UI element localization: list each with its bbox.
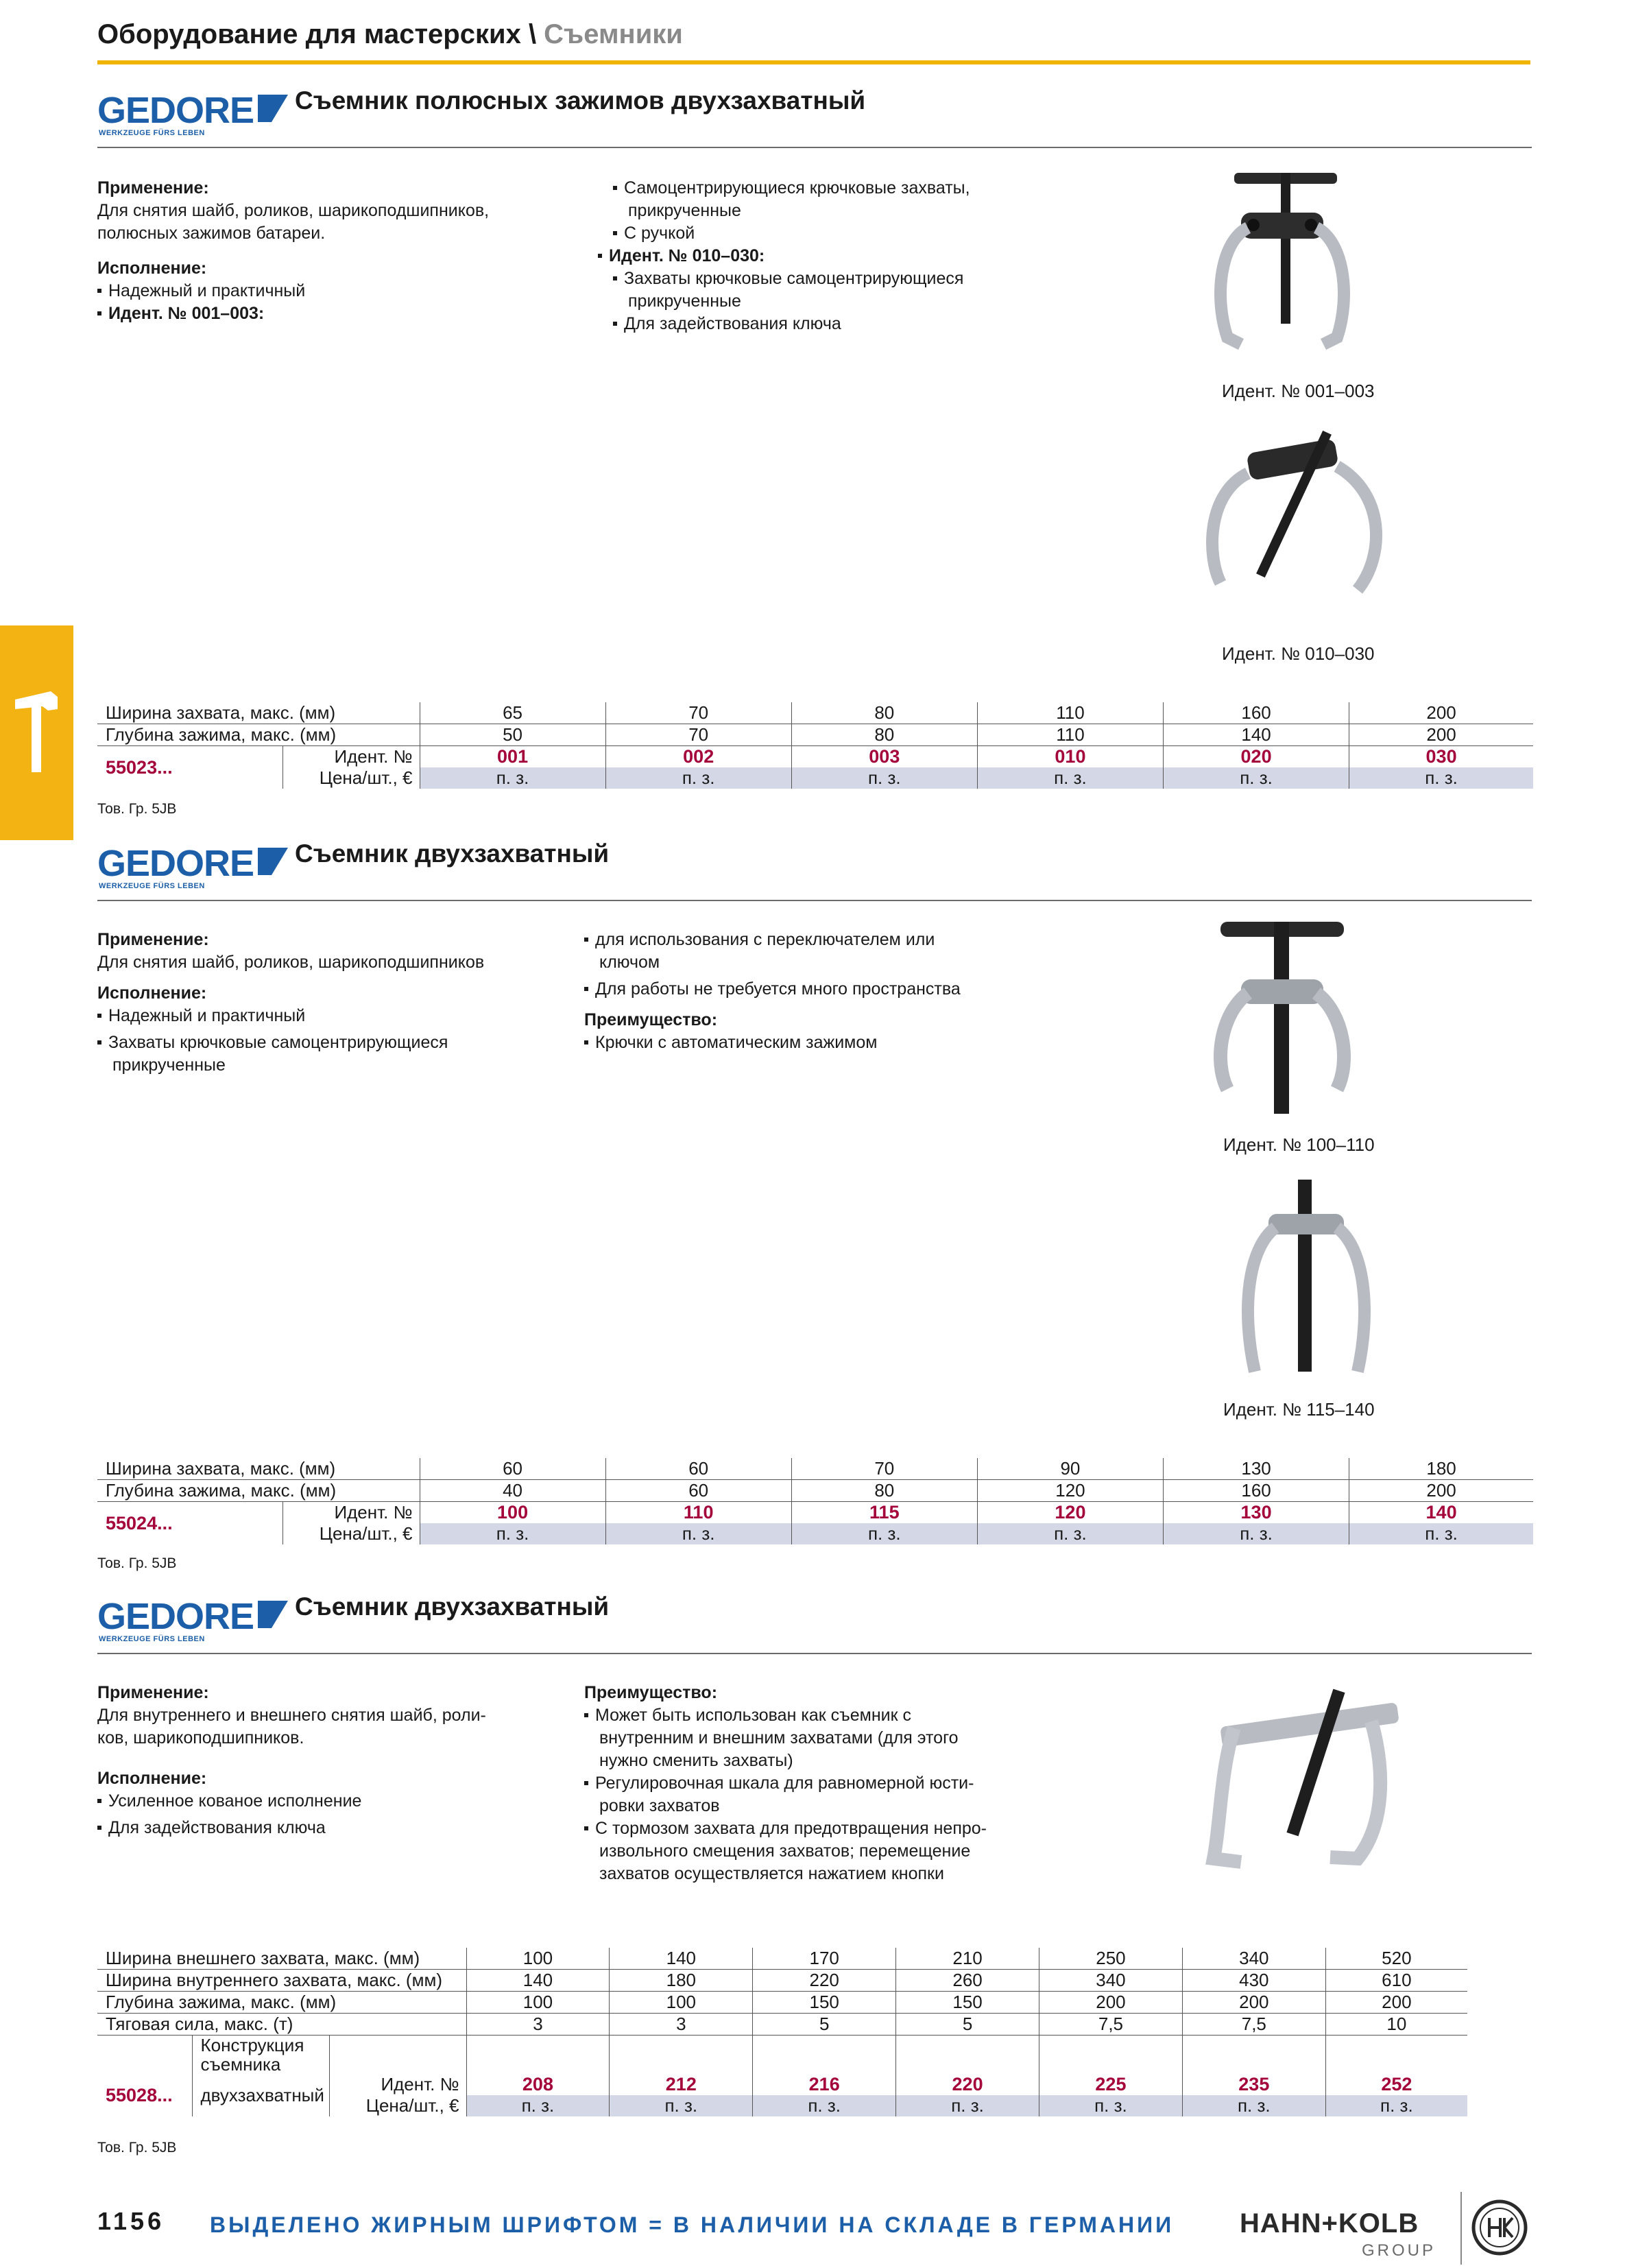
- table-cell: 65: [420, 702, 605, 724]
- stock-note: ВЫДЕЛЕНО ЖИРНЫМ ШРИФТОМ = В НАЛИЧИИ НА СКЛАДЕ В ГЕРМАНИИ: [210, 2212, 1175, 2237]
- table-cell: 3: [466, 2014, 610, 2036]
- product-group: Тов. Гр. 5JB: [97, 2140, 177, 2156]
- table-cell: 160: [1164, 1480, 1349, 1502]
- construction-type: двухзахватный: [192, 2074, 329, 2116]
- hahn-kolb-emblem-icon: [1470, 2195, 1529, 2260]
- table-cell: 140: [466, 1970, 610, 1992]
- table-cell: 40: [420, 1480, 605, 1502]
- table-cell: 70: [605, 724, 791, 746]
- bullet-item: Надежный и практичный: [97, 1005, 484, 1027]
- table-cell: 610: [1325, 1970, 1467, 1992]
- bullet-item: Для задействования ключа: [598, 313, 970, 335]
- table-cell: 70: [605, 702, 791, 724]
- brand-tagline: WERKZEUGE FÜRS LEBEN: [99, 129, 205, 137]
- heading: Исполнение:: [97, 983, 207, 1003]
- price-cell: п. з.: [1325, 2095, 1467, 2116]
- row-label: Ширина захвата, макс. (мм): [97, 702, 420, 724]
- table-cell: 520: [1325, 1948, 1467, 1970]
- table-cell: 260: [896, 1970, 1039, 1992]
- table-cell: 340: [1039, 1970, 1183, 1992]
- bullet-item: Захваты крючковые самоцентрирующиеся: [598, 267, 970, 290]
- ident-number[interactable]: 020: [1164, 746, 1349, 768]
- table-cell: 200: [1349, 724, 1533, 746]
- ident-number[interactable]: 208: [522, 2074, 553, 2094]
- section-rule: [97, 147, 1532, 148]
- table-row: [97, 1458, 1533, 1480]
- page-number: 1156: [97, 2207, 165, 2235]
- row-label: Цена/шт., €: [282, 1523, 420, 1544]
- header-rule: [97, 60, 1530, 64]
- table-cell: 200: [1349, 1480, 1533, 1502]
- table-cell: 3: [610, 2014, 753, 2036]
- product-group: Тов. Гр. 5JB: [97, 1555, 177, 1571]
- puller-image: [1193, 1673, 1419, 1879]
- brand-name: GEDORE: [97, 90, 254, 131]
- article-code[interactable]: 55023...: [97, 746, 282, 789]
- text-line: Для снятия шайб, роликов, шарикоподшипников: [97, 953, 485, 972]
- product-group: Тов. Гр. 5JB: [97, 801, 177, 817]
- ident-number[interactable]: 001: [497, 746, 529, 767]
- row-label: Идент. №: [282, 1502, 420, 1524]
- table-cell: 120: [977, 1480, 1163, 1502]
- text-line: внутренним и внешним захватами (для этого: [599, 1728, 959, 1747]
- bullet-item: Крючки с автоматическим зажимом: [584, 1031, 961, 1054]
- ident-number[interactable]: 100: [497, 1502, 529, 1523]
- row-label: Цена/шт., €: [329, 2095, 466, 2116]
- ident-number[interactable]: 030: [1349, 746, 1533, 768]
- table-cell: 200: [1349, 702, 1533, 724]
- text-line: Для внутреннего и внешнего снятия шайб, роли-: [97, 1706, 486, 1725]
- ident-number[interactable]: 003: [791, 746, 977, 768]
- bullet-item: Идент. № 001–003:: [97, 302, 489, 325]
- row-label: Глубина зажима, макс. (мм): [97, 1992, 466, 2014]
- table-cell: 150: [753, 1992, 896, 2014]
- price-cell: п. з.: [605, 1523, 791, 1544]
- table-row: [97, 1480, 1533, 1502]
- description-left: [97, 177, 489, 325]
- price-cell: п. з.: [420, 1523, 605, 1544]
- section-title: Съемник двухзахватный: [295, 839, 610, 868]
- heading: Преимущество:: [584, 1010, 718, 1029]
- description-right: [598, 177, 970, 335]
- ident-number[interactable]: 010: [977, 746, 1163, 768]
- table-cell: 100: [610, 1992, 753, 2014]
- section-title: Съемник двухзахватный: [295, 1592, 610, 1621]
- table-row: [97, 1970, 1467, 1992]
- bullet-item: Захваты крючковые самоцентрирующиеся: [97, 1031, 484, 1054]
- table-cell: 130: [1164, 1458, 1349, 1480]
- description-right: [584, 929, 961, 1054]
- price-cell: п. з.: [791, 767, 977, 789]
- price-cell: п. з.: [896, 2095, 1039, 2116]
- row-label: Цена/шт., €: [282, 767, 420, 789]
- ident-number[interactable]: 002: [605, 746, 791, 768]
- price-cell: п. з.: [1349, 767, 1533, 789]
- table-cell: 200: [1182, 1992, 1325, 2014]
- table-row: [97, 2074, 1467, 2095]
- ident-number[interactable]: 140: [1349, 1502, 1533, 1524]
- description-right: [584, 1682, 987, 1885]
- price-cell: п. з.: [791, 1523, 977, 1544]
- ident-number[interactable]: 212: [610, 2074, 753, 2095]
- bullet-item: Для работы не требуется много пространства: [584, 978, 961, 1001]
- row-label: Ширина захвата, макс. (мм): [97, 1458, 420, 1480]
- table-cell: 110: [977, 724, 1163, 746]
- text-line: полюсных зажимов батареи.: [97, 224, 326, 243]
- puller-image: [1234, 1173, 1378, 1385]
- spec-table: [97, 1948, 1467, 2116]
- price-cell: п. з.: [605, 767, 791, 789]
- hammer-icon: [0, 625, 73, 840]
- row-label: Идент. №: [282, 746, 420, 768]
- text-line: ключом: [599, 953, 660, 972]
- table-cell: 180: [1349, 1458, 1533, 1480]
- price-cell: п. з.: [753, 2095, 896, 2116]
- table-cell: 90: [977, 1458, 1163, 1480]
- table-cell: 60: [420, 1458, 605, 1480]
- table-row: [97, 1523, 1533, 1544]
- heading: Исполнение:: [97, 1769, 207, 1788]
- text-line: ков, шарикоподшипников.: [97, 1728, 304, 1747]
- table-cell: 220: [753, 1970, 896, 1992]
- header-title: Оборудование для мастерских \: [97, 19, 544, 49]
- bullet-item: Может быть использован как съемник с: [584, 1704, 987, 1727]
- table-row: [97, 724, 1533, 746]
- table-row: [97, 746, 1533, 768]
- table-row: [97, 1502, 1533, 1524]
- section-title: Съемник полюсных зажимов двухзахватный: [295, 86, 866, 115]
- table-cell: 160: [1164, 702, 1349, 724]
- heading: Исполнение:: [97, 259, 207, 278]
- puller-image: [1193, 418, 1399, 604]
- table-row: [97, 2014, 1467, 2036]
- article-code[interactable]: 55028...: [97, 2074, 192, 2116]
- heading: Применение:: [97, 178, 209, 198]
- hahn-kolb-logo: HAHN+KOLB: [1240, 2208, 1419, 2239]
- row-label: Глубина зажима, макс. (мм): [97, 1480, 420, 1502]
- table-row: [97, 1948, 1467, 1970]
- text-line: прикрученные: [628, 291, 741, 311]
- bullet-item: Идент. № 010–030:: [598, 245, 970, 267]
- table-cell: 430: [1182, 1970, 1325, 1992]
- price-cell: п. з.: [420, 767, 605, 789]
- table-row: [97, 2036, 1467, 2075]
- bullet-item: Усиленное кованое исполнение: [97, 1790, 486, 1813]
- image-caption: Идент. № 010–030: [1222, 643, 1375, 664]
- row-label: Тяговая сила, макс. (т): [97, 2014, 466, 2036]
- text-line: прикрученные: [112, 1055, 226, 1075]
- description-left: [97, 929, 484, 1077]
- category-tab[interactable]: [0, 625, 73, 840]
- price-cell: п. з.: [1182, 2095, 1325, 2116]
- brand-arrow-icon: [258, 1601, 288, 1628]
- row-label: Ширина внутреннего захвата, макс. (мм): [97, 1970, 466, 1992]
- table-cell: 140: [1164, 724, 1349, 746]
- table-row: [97, 767, 1533, 789]
- table-cell: 10: [1325, 2014, 1467, 2036]
- spec-table: [97, 1458, 1533, 1544]
- bullet-item: Регулировочная шкала для равномерной юсти-: [584, 1772, 987, 1795]
- table-cell: 7,5: [1039, 2014, 1183, 2036]
- text-line: прикрученные: [628, 201, 741, 220]
- text-line: нужно сменить захваты): [599, 1751, 793, 1770]
- table-cell: 5: [753, 2014, 896, 2036]
- bullet-item: С тормозом захвата для предотвращения непро-: [584, 1817, 987, 1840]
- table-cell: 170: [753, 1948, 896, 1970]
- bullet-item: Для задействования ключа: [97, 1817, 486, 1839]
- table-cell: 80: [791, 702, 977, 724]
- table-cell: 50: [420, 724, 605, 746]
- bullet-item: Надежный и практичный: [97, 280, 489, 302]
- description-left: [97, 1682, 486, 1839]
- row-label: Ширина внешнего захвата, макс. (мм): [97, 1948, 466, 1970]
- table-cell: 80: [791, 724, 977, 746]
- brand-arrow-icon: [258, 95, 288, 122]
- table-cell: 110: [977, 702, 1163, 724]
- table-cell: 5: [896, 2014, 1039, 2036]
- header-subtitle: Съемники: [544, 19, 683, 49]
- ident-number[interactable]: 110: [605, 1502, 791, 1524]
- brand-tagline: WERKZEUGE FÜRS LEBEN: [99, 1635, 205, 1643]
- table-cell: 250: [1039, 1948, 1183, 1970]
- table-row: [97, 1992, 1467, 2014]
- bullet-item: для использования с переключателем или: [584, 929, 961, 951]
- table-cell: 60: [605, 1458, 791, 1480]
- table-cell: 7,5: [1182, 2014, 1325, 2036]
- ident-number[interactable]: 225: [1039, 2074, 1183, 2095]
- brand-name: GEDORE: [97, 843, 254, 884]
- table-cell: 60: [605, 1480, 791, 1502]
- heading: Применение:: [97, 1683, 209, 1702]
- price-cell: п. з.: [1349, 1523, 1533, 1544]
- ident-number[interactable]: 252: [1325, 2074, 1467, 2095]
- text-line: ровки захватов: [599, 1796, 720, 1815]
- table-cell: 200: [1325, 1992, 1467, 2014]
- table-cell: 100: [466, 1992, 610, 2014]
- price-cell: п. з.: [1164, 1523, 1349, 1544]
- bullet-item: Самоцентрирующиеся крючковые захваты,: [598, 177, 970, 200]
- ident-number[interactable]: 216: [753, 2074, 896, 2095]
- construction-header: Конструкция съемника: [192, 2036, 329, 2075]
- section-rule: [97, 1653, 1532, 1654]
- footer-divider: [1460, 2192, 1462, 2265]
- price-cell: п. з.: [977, 767, 1163, 789]
- hahn-kolb-group: GROUP: [1362, 2241, 1436, 2260]
- row-label: Идент. №: [329, 2074, 466, 2095]
- ident-number[interactable]: 120: [977, 1502, 1163, 1524]
- brand-tagline: WERKZEUGE FÜRS LEBEN: [99, 882, 205, 890]
- gedore-logo: [97, 89, 284, 137]
- heading: Применение:: [97, 930, 209, 949]
- ident-number[interactable]: 220: [896, 2074, 1039, 2095]
- text-line: Для снятия шайб, роликов, шарикоподшипников,: [97, 201, 490, 220]
- spec-table: [97, 702, 1533, 789]
- article-code[interactable]: 55024...: [97, 1502, 282, 1545]
- ident-number[interactable]: 235: [1182, 2074, 1325, 2095]
- price-cell: п. з.: [610, 2095, 753, 2116]
- page-header: [97, 19, 683, 50]
- table-cell: 70: [791, 1458, 977, 1480]
- table-cell: 180: [610, 1970, 753, 1992]
- table-cell: 150: [896, 1992, 1039, 2014]
- row-label: Глубина зажима, макс. (мм): [97, 724, 420, 746]
- price-cell: п. з.: [977, 1523, 1163, 1544]
- image-caption: Идент. № 100–110: [1223, 1134, 1375, 1155]
- table-cell: 140: [610, 1948, 753, 1970]
- table-cell: 340: [1182, 1948, 1325, 1970]
- table-cell: 210: [896, 1948, 1039, 1970]
- brand-arrow-icon: [258, 848, 288, 875]
- ident-number[interactable]: 130: [1164, 1502, 1349, 1524]
- table-row: [97, 702, 1533, 724]
- section-rule: [97, 900, 1532, 901]
- price-cell: п. з.: [1039, 2095, 1183, 2116]
- image-caption: Идент. № 115–140: [1223, 1399, 1375, 1420]
- image-caption: Идент. № 001–003: [1222, 381, 1375, 401]
- text-line: захватов осуществляется нажатием кнопки: [599, 1864, 944, 1883]
- ident-number[interactable]: 115: [791, 1502, 977, 1524]
- bullet-item: С ручкой: [598, 222, 970, 245]
- puller-image: [1193, 159, 1358, 365]
- gedore-logo: [97, 842, 284, 890]
- price-cell: п. з.: [1164, 767, 1349, 789]
- puller-image: [1207, 911, 1358, 1130]
- table-cell: 200: [1039, 1992, 1183, 2014]
- price-cell: п. з.: [466, 2095, 610, 2116]
- table-cell: 80: [791, 1480, 977, 1502]
- brand-name: GEDORE: [97, 1596, 254, 1637]
- heading: Преимущество:: [584, 1683, 718, 1702]
- text-line: извольного смещения захватов; перемещение: [599, 1841, 971, 1861]
- gedore-logo: [97, 1595, 284, 1643]
- table-cell: 100: [466, 1948, 610, 1970]
